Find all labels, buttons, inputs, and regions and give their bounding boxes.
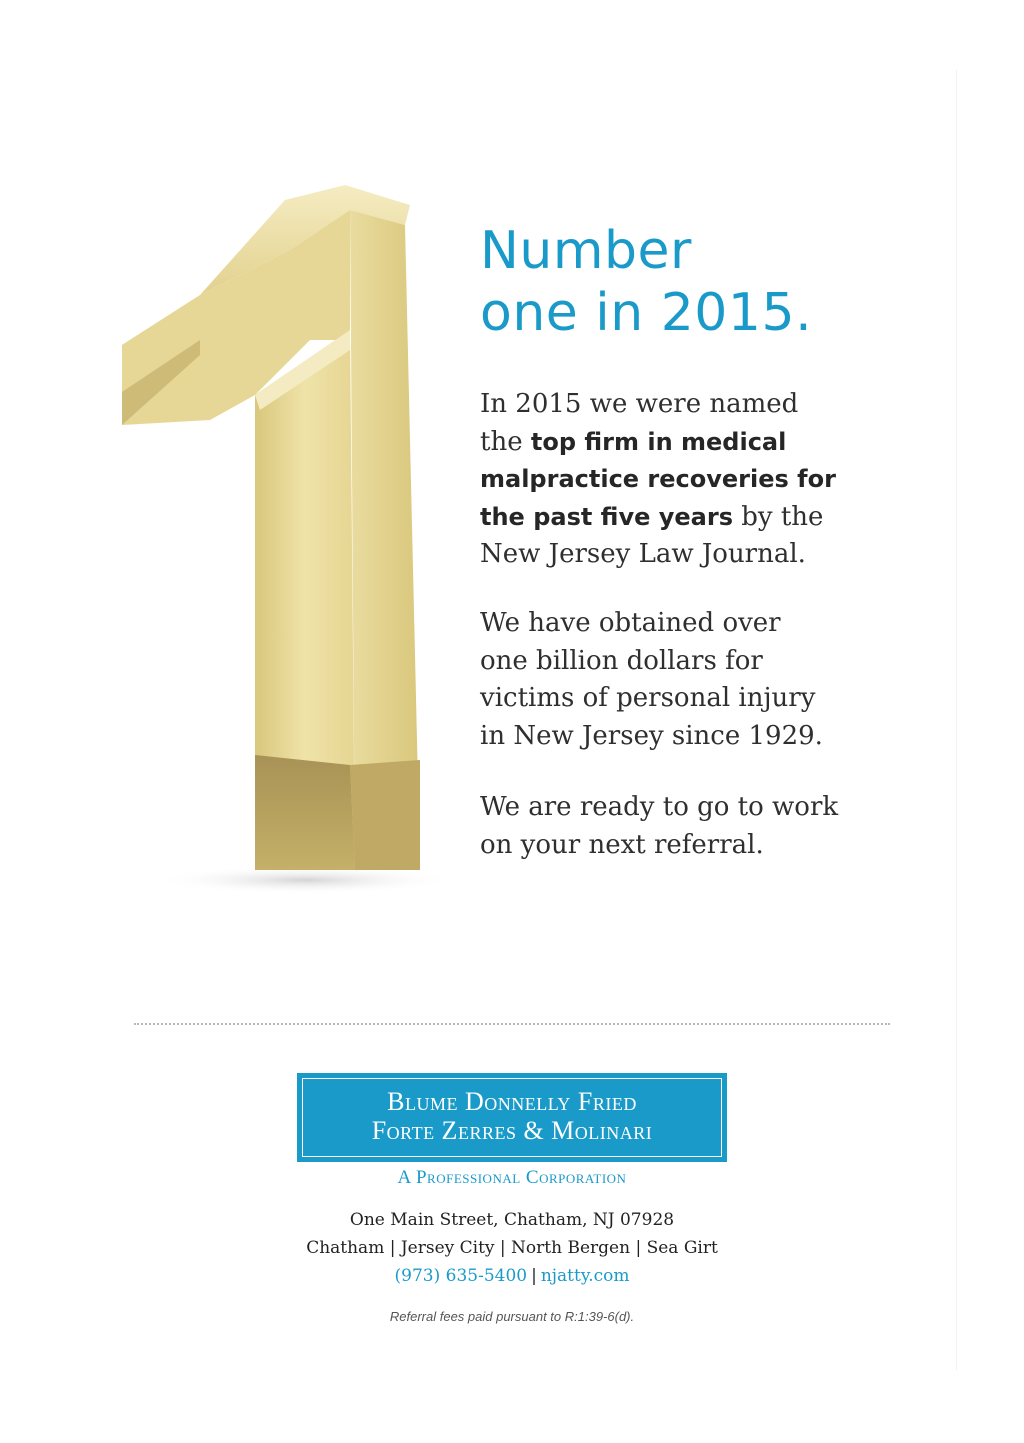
paragraph-line: In 2015 we were named xyxy=(480,389,799,419)
headline-line-2: one in 2015. xyxy=(480,283,813,343)
paragraph-referral xyxy=(480,789,940,864)
paragraph-line xyxy=(480,461,940,499)
paragraph-line: We have obtained over xyxy=(480,608,781,638)
plain-text: by the xyxy=(732,501,824,532)
firm-subtitle: A Professional Corporation xyxy=(397,1167,627,1188)
gold-number-one-icon xyxy=(100,180,460,900)
paragraph-line: one billion dollars for xyxy=(480,645,763,676)
paragraph-line: victims of personal injury xyxy=(480,683,816,713)
referral-disclaimer: Referral fees paid pursuant to R:1:39-6(d). xyxy=(389,1309,635,1324)
bold-text: malpractice recoveries for xyxy=(480,465,836,493)
paragraph-line: on your next referral. xyxy=(480,829,764,860)
paragraph-line: We are ready to go to work xyxy=(480,792,839,822)
firm-logo xyxy=(297,1073,727,1162)
headline-line-1: Number xyxy=(480,221,692,281)
paragraph-line xyxy=(480,424,940,462)
plain-text: the xyxy=(480,426,531,457)
bold-text: the past five years xyxy=(480,502,733,531)
office-locations: Chatham | Jersey City | North Bergen | Sea Girt xyxy=(306,1238,718,1258)
phone-and-website xyxy=(0,1266,1024,1286)
paragraph-line: in New Jersey since 1929. xyxy=(480,720,823,751)
bold-text: top firm in medical xyxy=(530,427,787,456)
paragraph-award xyxy=(480,386,940,574)
firm-address: One Main Street, Chatham, NJ 07928 xyxy=(349,1210,675,1230)
firm-name-line-1: Blume Donnelly Fried xyxy=(387,1087,637,1116)
paragraph-line: New Jersey Law Journal. xyxy=(480,539,806,569)
separator: | xyxy=(531,1266,537,1286)
paragraph-recoveries xyxy=(480,605,940,755)
website-link[interactable]: njatty.com xyxy=(540,1266,630,1286)
phone-number[interactable]: (973) 635-5400 xyxy=(394,1266,528,1286)
headline xyxy=(480,220,812,344)
paragraph-line xyxy=(480,499,940,537)
dotted-divider xyxy=(134,1023,890,1025)
firm-name-line-2: Forte Zerres & Molinari xyxy=(371,1116,653,1145)
